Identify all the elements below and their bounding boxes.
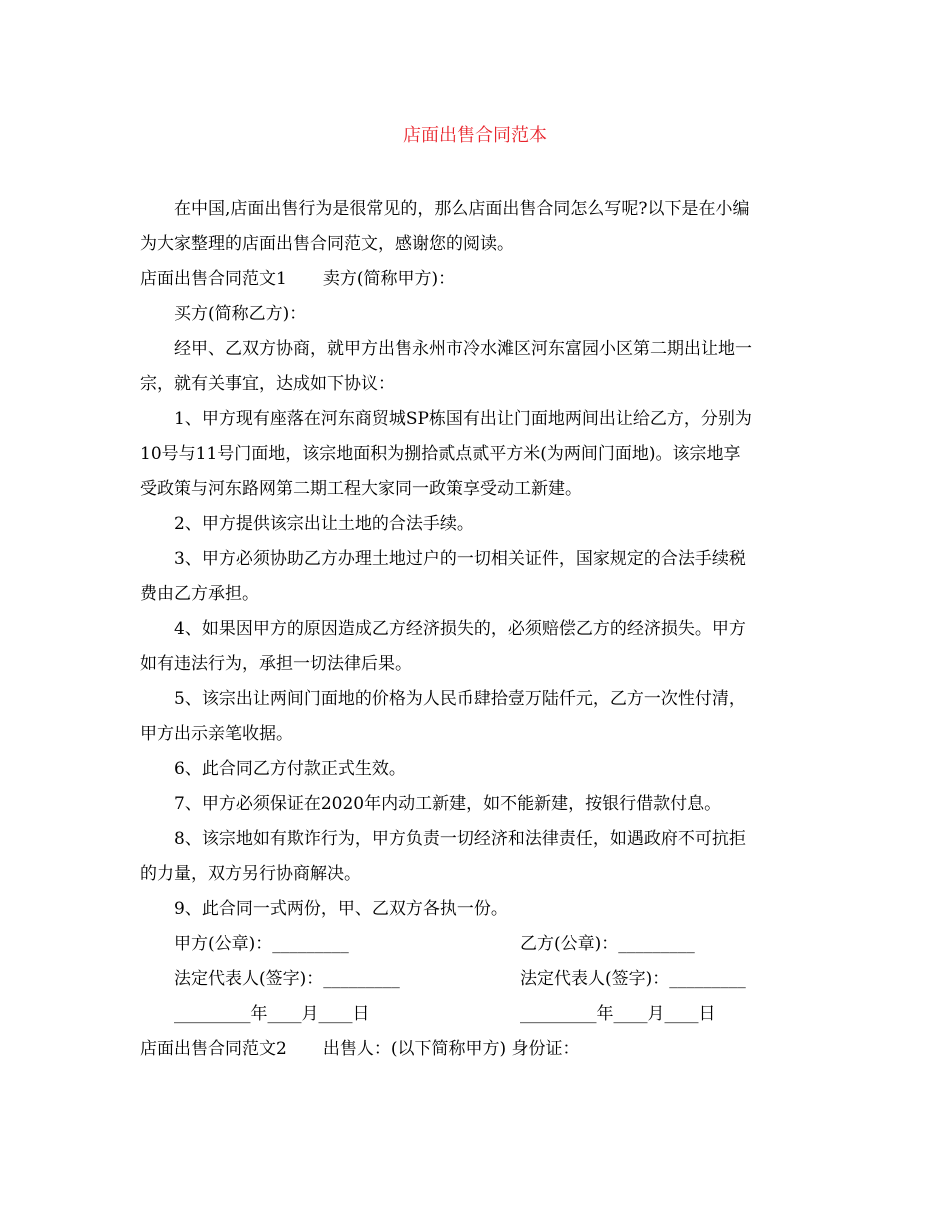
item-5-line-1: 5、该宗出让两间门面地的价格为人民币肆拾壹万陆仟元，乙方一次性付清， (174, 689, 746, 709)
section-1-heading: 店面出售合同范文1 (140, 269, 287, 289)
item-4-line-1: 4、如果因甲方的原因造成乙方经济损失的，必须赔偿乙方的经济损失。甲方 (174, 619, 746, 639)
signature-row-date (140, 999, 812, 1030)
item-9: 9、此合同一式两份，甲、乙双方各执一份。 (174, 899, 508, 919)
intro-line-1: 在中国,店面出售行为是很常见的，那么店面出售合同怎么写呢?以下是在小编 (174, 199, 750, 219)
section-2-seller: 出售人：(以下简称甲方) 身份证： (322, 1039, 580, 1059)
item-6: 6、此合同乙方付款正式生效。 (174, 759, 406, 779)
buyer-label: 买方(简称乙方)： (174, 304, 307, 324)
item-7: 7、甲方必须保证在2020年内动工新建，如不能新建，按银行借款付息。 (174, 794, 722, 814)
item-8-line-2: 的力量，双方另行协商解决。 (140, 864, 361, 884)
section-2-heading-row (140, 1034, 812, 1065)
section-1-heading-row (140, 264, 812, 295)
party-b-seal: 乙方(公章)：_________ (520, 934, 695, 954)
intro-line-2: 为大家整理的店面出售合同范文，感谢您的阅读。 (140, 234, 514, 254)
item-8-line-1: 8、该宗地如有欺诈行为，甲方负责一切经济和法律责任，如遇政府不可抗拒 (174, 829, 746, 849)
item-3-line-2: 费由乙方承担。 (140, 584, 259, 604)
section-2-heading: 店面出售合同范文2 (140, 1039, 287, 1059)
party-a-representative: 法定代表人(签字)：_________ (174, 969, 400, 989)
signature-row-representative (140, 964, 812, 995)
document-body (140, 194, 812, 1069)
party-b-representative: 法定代表人(签字)：_________ (520, 969, 746, 989)
party-b-date: _________年____月____日 (520, 1004, 716, 1024)
para-1-line-1: 经甲、乙双方协商，就甲方出售永州市冷水滩区河东富园小区第二期出让地一 (174, 339, 752, 359)
item-4-line-2: 如有违法行为，承担一切法律后果。 (140, 654, 412, 674)
party-a-seal: 甲方(公章)：_________ (174, 934, 349, 954)
item-1-line-1: 1、甲方现有座落在河东商贸城SP栋国有出让门面地两间出让给乙方，分别为 (174, 409, 752, 429)
item-3-line-1: 3、甲方必须协助乙方办理土地过户的一切相关证件，国家规定的合法手续税 (174, 549, 746, 569)
item-1-line-2: 10号与11号门面地，该宗地面积为捌拾贰点贰平方米(为两间门面地)。该宗地享 (140, 444, 741, 464)
document-title: 店面出售合同范本 (403, 125, 547, 146)
item-2: 2、甲方提供该宗出让土地的合法手续。 (174, 514, 474, 534)
para-1-line-2: 宗，就有关事宜，达成如下协议： (140, 374, 395, 394)
item-1-line-3: 受政策与河东路网第二期工程大家同一政策享受动工新建。 (140, 479, 582, 499)
item-5-line-2: 甲方出示亲笔收据。 (140, 724, 293, 744)
signature-row-seal (140, 929, 812, 960)
party-a-date: _________年____月____日 (174, 1004, 370, 1024)
seller-label: 卖方(简称甲方)： (322, 269, 456, 289)
